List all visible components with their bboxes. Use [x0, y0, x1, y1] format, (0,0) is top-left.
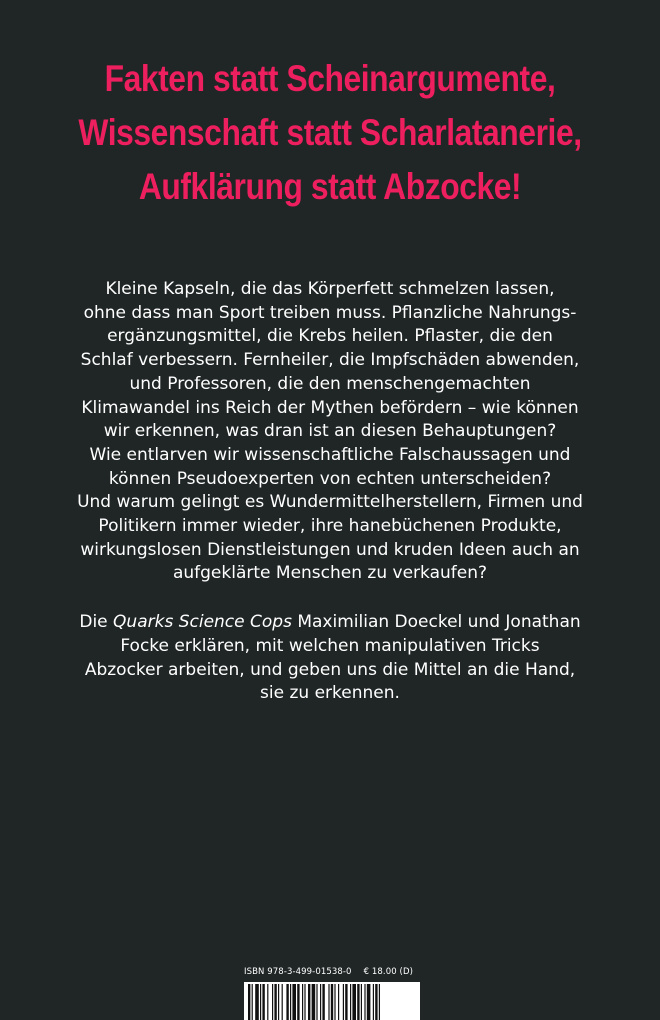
blurb	[60, 278, 600, 706]
isbn-price-row	[244, 967, 425, 977]
headline-line-1: Fakten statt Scheinargumente,	[104, 58, 556, 99]
barcode-bar	[345, 984, 347, 1020]
blurb-text: Maximilian Doeckel und Jonathan	[291, 612, 581, 633]
series-title: Quarks Science Cops	[113, 612, 292, 633]
barcode-bar	[272, 984, 273, 1020]
barcode-bar	[364, 984, 365, 1020]
barcode-bar	[334, 984, 335, 1020]
blurb-line: ergänzungsmittel, die Krebs heilen. Pflaster, die den	[107, 326, 553, 347]
barcode-bar	[350, 984, 351, 1020]
headline	[46, 52, 614, 214]
blurb-paragraph-1	[60, 278, 600, 586]
price: € 18.00 (D)	[363, 967, 414, 977]
barcode-bar	[331, 984, 333, 1020]
blurb-line: wir erkennen, was dran ist an diesen Behauptungen?	[103, 421, 557, 442]
barcode	[244, 982, 420, 1020]
barcode-bar	[379, 984, 380, 1020]
barcode-bar	[312, 984, 316, 1020]
barcode-bar	[286, 984, 288, 1020]
barcode-bar	[292, 984, 296, 1020]
blurb-line: Wie entlarven wir wissenschaftliche Falschaussagen und	[89, 444, 571, 465]
barcode-bar	[343, 984, 344, 1020]
barcode-bar	[375, 984, 377, 1020]
barcode-bar	[302, 984, 303, 1020]
barcode-bar	[248, 984, 250, 1020]
barcode-bar	[308, 984, 310, 1020]
blurb-line: können Pseudoexperten von echten unterscheiden?	[108, 468, 552, 489]
barcode-bar	[373, 984, 374, 1020]
barcode-bar	[252, 984, 253, 1020]
barcode-bar	[320, 984, 321, 1020]
barcode-bar	[290, 984, 291, 1020]
barcode-bar	[352, 984, 356, 1020]
blurb-text: Die	[79, 612, 114, 633]
barcode-bar	[361, 984, 362, 1020]
blurb-line: Schlaf verbessern. Fernheiler, die Impfschäden abwenden,	[80, 350, 580, 371]
barcode-bar	[262, 984, 264, 1020]
blurb-line: sie zu erkennen.	[260, 683, 400, 704]
blurb-line: wirkungslosen Dienstleistungen und kruden Ideen auch an	[80, 539, 580, 560]
blurb-paragraph-2	[60, 611, 600, 706]
isbn-number: ISBN 978-3-499-01538-0	[244, 967, 352, 977]
barcode-bar	[322, 984, 324, 1020]
barcode-bar	[282, 984, 283, 1020]
barcode-bar	[328, 984, 329, 1020]
barcode-bar	[338, 984, 339, 1020]
blurb-line	[60, 611, 600, 635]
barcode-bar	[297, 984, 299, 1020]
barcode-bar	[278, 984, 279, 1020]
barcode-bar	[367, 984, 371, 1020]
blurb-line: Focke erklären, mit welchen manipulativen Tricks	[120, 635, 540, 656]
blurb-line: Abzocker arbeiten, und geben uns die Mittel an die Hand,	[84, 659, 576, 680]
headline-line-3: Aufklärung statt Abzocke!	[138, 166, 522, 207]
blurb-line: Kleine Kapseln, die das Körperfett schmelzen lassen,	[105, 279, 555, 299]
blurb-line: aufgeklärte Menschen zu verkaufen?	[172, 563, 488, 584]
blurb-line: Politikern immer wieder, ihre hanebüchenen Produkte,	[98, 516, 562, 537]
blurb-line: Und warum gelingt es Wundermittelherstellern, Firmen und	[77, 492, 583, 513]
barcode-bar	[304, 984, 305, 1020]
barcode-bar	[255, 984, 259, 1020]
blurb-line: ohne dass man Sport treiben muss. Pflanzliche Nahrungs-	[83, 302, 577, 323]
blurb-line: und Professoren, die den menschengemachten	[129, 373, 531, 394]
headline-line-2: Wissenschaft statt Scharlatanerie,	[78, 112, 582, 153]
barcode-bar	[316, 984, 317, 1020]
barcode-bar	[267, 984, 268, 1020]
blurb-line: Klimawandel ins Reich der Mythen befördern – wie können	[81, 397, 579, 418]
barcode-bar	[260, 984, 261, 1020]
barcode-bar	[274, 984, 276, 1020]
barcode-bar	[357, 984, 359, 1020]
barcode-bars	[244, 982, 420, 1020]
